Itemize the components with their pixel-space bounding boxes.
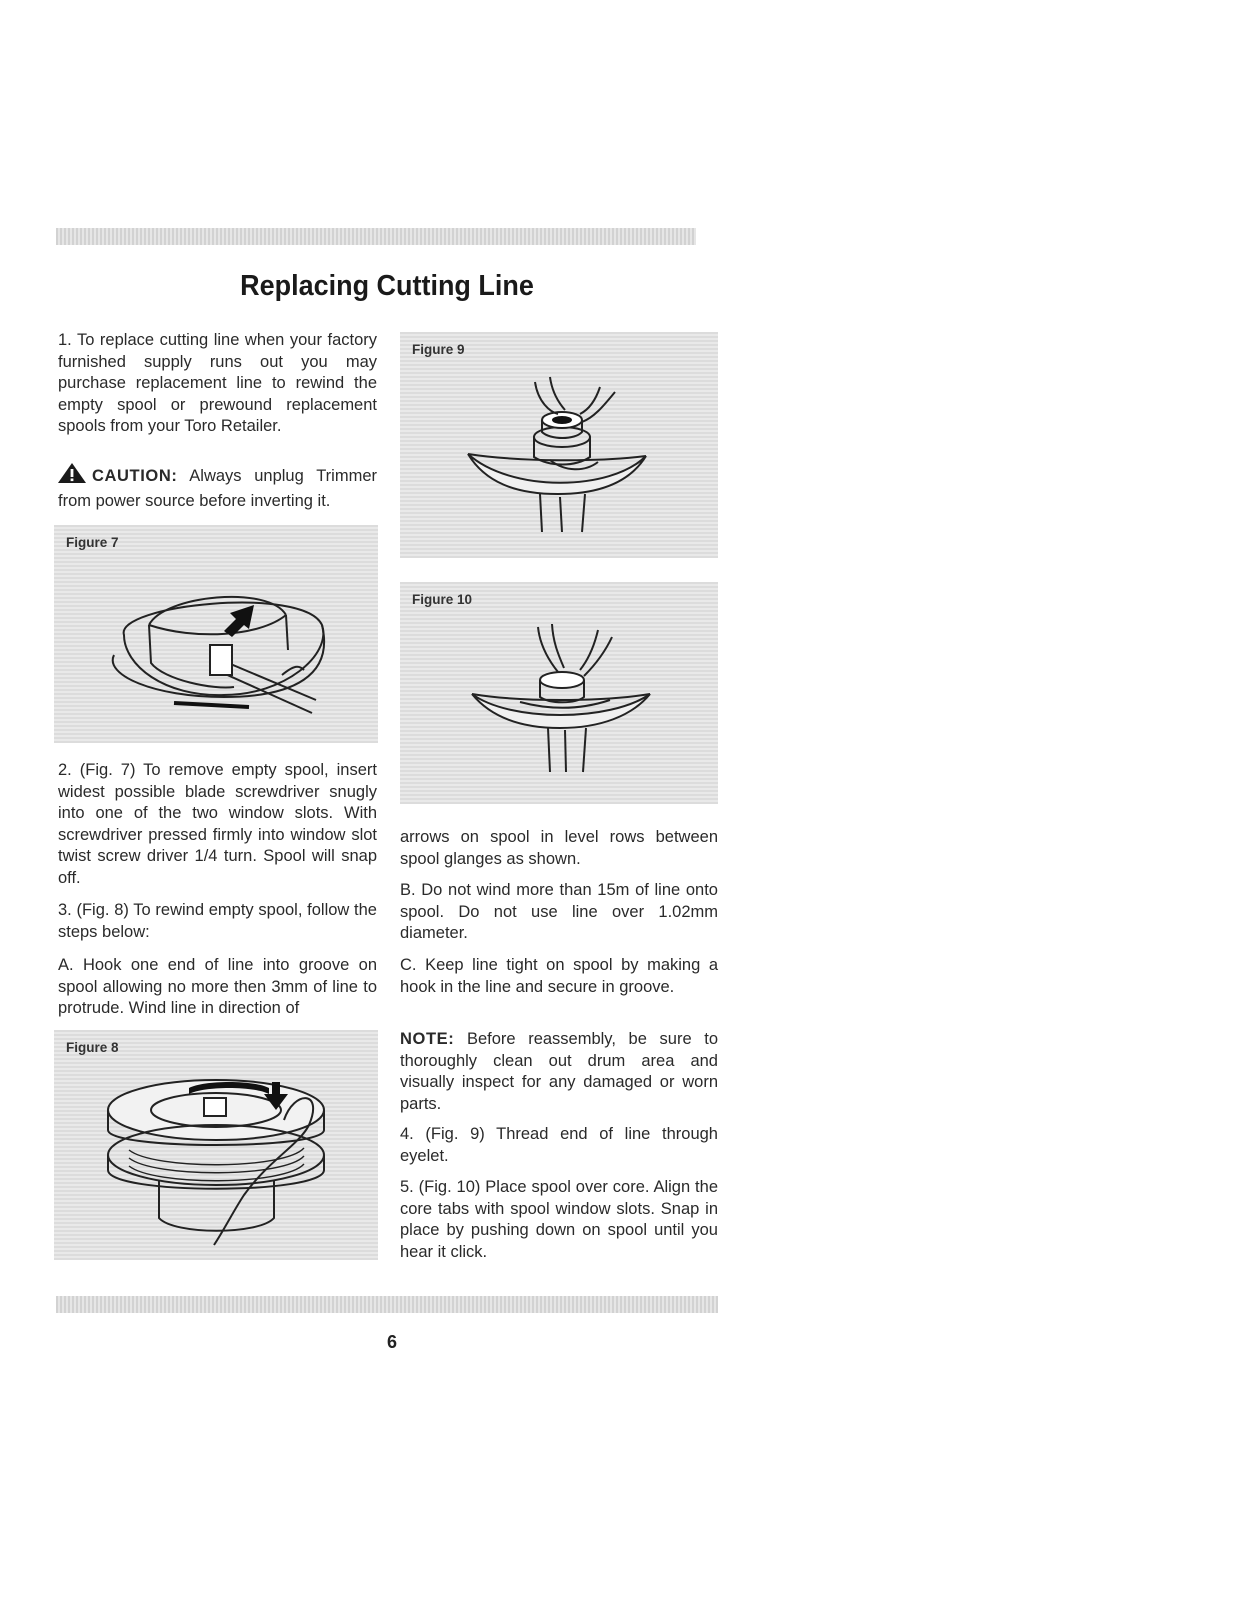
spool-core-illustration — [400, 582, 718, 804]
top-divider-bar — [56, 228, 696, 245]
figure-8-label: Figure 8 — [66, 1040, 119, 1055]
figure-8 — [54, 1030, 378, 1260]
bottom-divider-bar — [56, 1296, 718, 1313]
figure-7 — [54, 525, 378, 743]
step-a-continued-text: arrows on spool in level rows between spool glanges as shown. — [400, 828, 718, 868]
step-2-text: 2. (Fig. 7) To remove empty spool, insert widest possible blade screwdriver snugly into one of the two window slots. With screwdriver pressed firmly into window slot twist screw driver 1/4 turn. Spool will snap off. — [58, 761, 377, 887]
step-5-text: 5. (Fig. 10) Place spool over core. Align the core tabs with spool window slots. Snap in place by pushing down on spool until you hear it click. — [400, 1178, 718, 1261]
step-3-text: 3. (Fig. 8) To rewind empty spool, follow the steps below: — [58, 901, 377, 941]
step-a-text: A. Hook one end of line into groove on spool allowing no more then 3mm of line to protrude. Wind line in direction of — [58, 956, 377, 1017]
thread-eyelet-illustration — [400, 332, 718, 558]
step-4-text: 4. (Fig. 9) Thread end of line through eyelet. — [400, 1125, 718, 1165]
caution-text — [58, 462, 377, 512]
page-number: 6 — [386, 1332, 397, 1352]
step-c-text: C. Keep line tight on spool by making a hook in the line and secure in groove. — [400, 956, 718, 996]
step-1-text: 1. To replace cutting line when your factory furnished supply runs out you may purchase replacement line to rewind the empty spool or prewound replacement spools from your Toro Retailer. — [58, 331, 377, 435]
page-title: Replacing Cutting Line — [240, 270, 534, 302]
figure-7-label: Figure 7 — [66, 535, 119, 550]
note-body: Before reassembly, be sure to thoroughly clean out drum area and visually inspect for any damaged or worn parts. — [400, 1030, 718, 1113]
caution-label: CAUTION: — [92, 467, 178, 485]
note-text — [400, 1029, 718, 1115]
spool-rewind-illustration — [54, 1030, 378, 1260]
spool-removal-illustration — [54, 525, 378, 743]
caution-body: Always unplug Trimmer from power source before inverting it. — [58, 467, 377, 510]
note-label: NOTE: — [400, 1030, 455, 1048]
step-b-text: B. Do not wind more than 15m of line onto spool. Do not use line over 1.02mm diameter. — [400, 881, 718, 942]
figure-9 — [400, 332, 718, 558]
figure-10-label: Figure 10 — [412, 592, 473, 607]
warning-triangle-icon — [58, 462, 88, 491]
figure-9-label: Figure 9 — [412, 342, 465, 357]
figure-10 — [400, 582, 718, 804]
